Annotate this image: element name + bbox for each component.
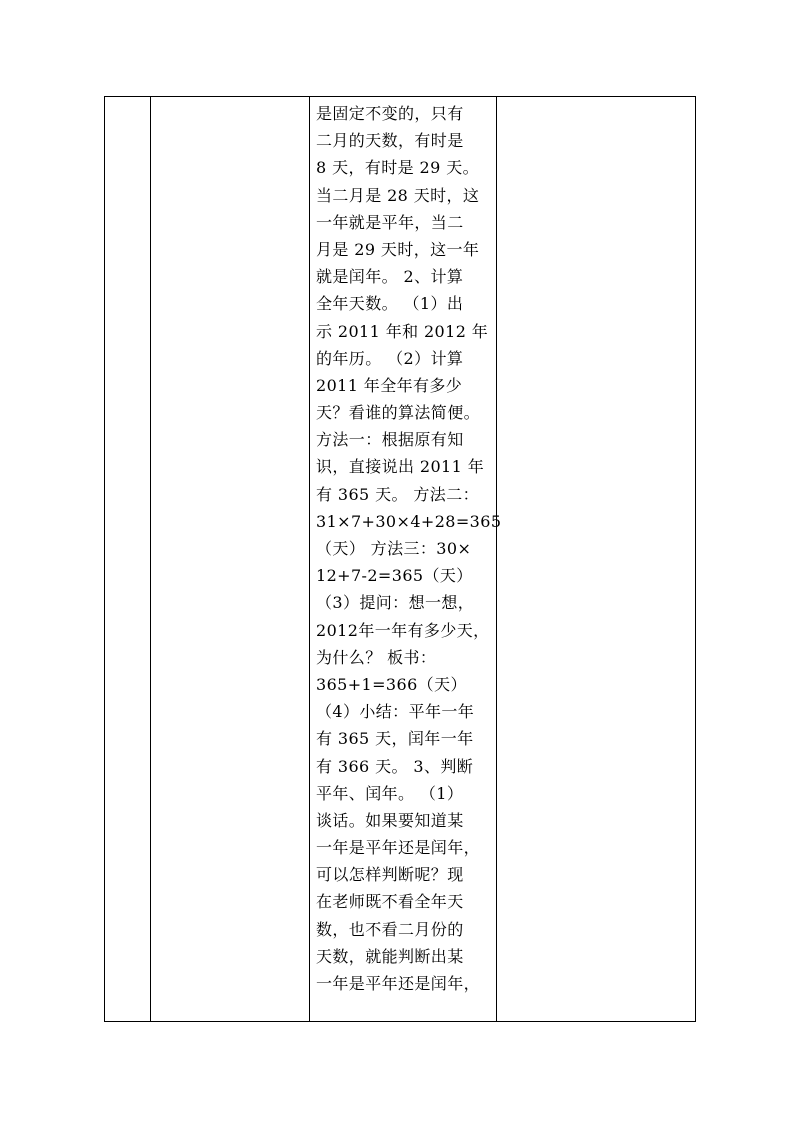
text-line: 方法一：根据原有知	[316, 430, 464, 450]
text-line: 8 天，有时是 29 天。	[316, 158, 479, 178]
text-line: 12+7-2=365（天）	[316, 566, 473, 586]
text-line: 有 366 天。 3、判断	[316, 756, 474, 776]
table-cell-teaching-process	[310, 97, 502, 1022]
text-line: 31×7+30×4+28=365	[316, 511, 502, 531]
text-line: 识，直接说出 2011 年	[316, 457, 485, 477]
text-line: 2011 年全年有多少	[316, 375, 463, 395]
text-line: 有 365 天。 方法二：	[316, 484, 479, 504]
text-line: 示 2011 年和 2012 年	[316, 321, 489, 341]
text-line: 就是闰年。 2、计算	[316, 267, 464, 287]
table-cell-column-2	[151, 97, 310, 1022]
text-line: 数，也不看二月份的	[316, 919, 464, 939]
text-line: 一年是平年还是闰年，	[316, 974, 481, 993]
text-line: 2012年一年有多少天，	[316, 620, 490, 640]
text-line: （天） 方法三：30×	[316, 539, 472, 558]
text-line: 天数，就能判断出某	[316, 946, 464, 966]
text-line: 有 365 天，闰年一年	[316, 729, 474, 749]
text-line: 一年就是平年，当二	[316, 212, 464, 232]
table-cell-column-1	[105, 97, 151, 1022]
lesson-plan-table	[104, 96, 696, 1022]
text-line: （4）小结：平年一年	[316, 702, 475, 722]
text-line: 可以怎样判断呢？现	[316, 865, 464, 885]
text-line: 365+1=366（天）	[316, 674, 467, 694]
teaching-process-text	[316, 100, 502, 997]
text-line: 一年是平年还是闰年，	[316, 838, 481, 858]
table-cell-column-4	[497, 97, 696, 1022]
text-line: 在老师既不看全年天	[316, 892, 464, 912]
text-line: 天？看谁的算法简便。	[316, 403, 481, 423]
text-line: 平年、闰年。 （1）	[316, 783, 464, 803]
text-line: 全年天数。 （1）出	[316, 294, 464, 314]
text-line: 当二月是 28 天时，这	[316, 185, 480, 205]
text-line: （3）提问：想一想，	[316, 593, 475, 613]
table-row	[105, 97, 696, 1022]
text-line: 的年历。 （2）计算	[316, 348, 464, 368]
text-line: 是固定不变的，只有	[316, 104, 464, 123]
text-line: 月是 29 天时，这一年	[316, 239, 480, 259]
text-line: 二月的天数，有时是	[316, 131, 464, 151]
text-line: 谈话。如果要知道某	[316, 810, 464, 830]
text-line: 为什么？ 板书：	[316, 647, 437, 667]
